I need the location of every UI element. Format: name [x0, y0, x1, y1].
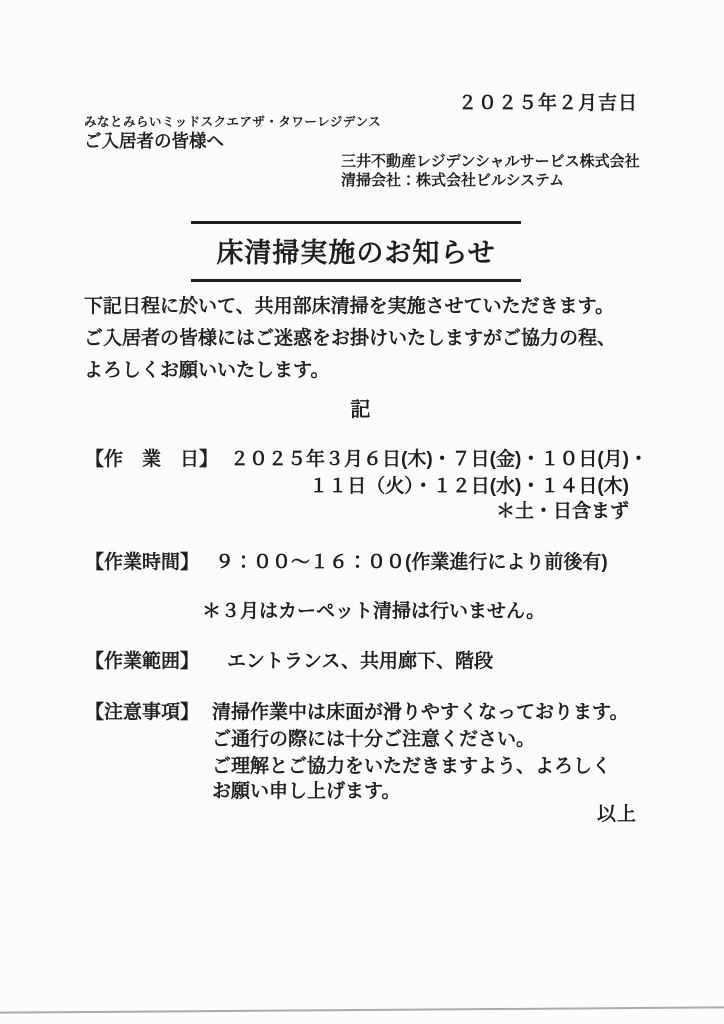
work-time-value: ９：００～１６：００(作業進行により前後有)	[215, 552, 608, 573]
title-rule-bottom	[191, 279, 521, 282]
work-day-label: 【作 業 日】	[85, 449, 219, 470]
work-day-dates-line1: ２０２５年３月６日(木)・７日(金)・１０日(月)・	[230, 449, 648, 470]
carpet-note: ＊３月はカーペット清掃は行いません。	[202, 601, 546, 622]
record-mark: 記	[350, 399, 371, 421]
management-company-name: 三井不動産レジデンシャルサービス株式会社	[341, 153, 640, 170]
scan-edge-line	[0, 1006, 724, 1013]
work-scope-label: 【作業範囲】	[85, 651, 200, 672]
closing-mark: 以上	[596, 804, 637, 825]
cleaning-company-name: 清掃会社：株式会社ビルシステム	[341, 172, 565, 189]
notice-line-4: お願い申し上げます。	[212, 781, 401, 802]
notice-line-2: ご通行の際には十分ご注意ください。	[212, 729, 536, 750]
notice-line-1: 清掃作業中は床面が滑りやすくなっております。	[212, 702, 629, 723]
intro-line-3: よろしくお願いいたします。	[84, 360, 330, 381]
work-scope-row	[85, 646, 493, 673]
intro-line-2: ご入居者の皆様にはご迷惑をお掛けいたしますがご協力の程、	[84, 328, 617, 349]
title-block	[191, 221, 521, 282]
page-title: 床清掃実施のお知らせ	[216, 238, 496, 268]
work-scope-value: エントランス、共用廊下、階段	[227, 651, 494, 672]
work-day-dates-line2: １１日（火）・１２日(水)・１４日(木)	[309, 476, 629, 497]
intro-line-1: 下記日程に於いて、共用部床清掃を実施させていただきます。	[84, 296, 615, 317]
work-day-note: ＊土・日含まず	[495, 501, 629, 522]
building-name: みなとみらいミッドスクエアザ・タワーレジデンス	[84, 115, 382, 129]
work-time-row	[85, 547, 608, 574]
notice-line-3: ご理解とご協力をいただきますよう、よろしく	[212, 756, 612, 777]
work-time-label: 【作業時間】	[85, 552, 200, 573]
work-day-row	[85, 444, 648, 471]
intro-paragraph	[84, 291, 616, 387]
notice-label: 【注意事項】	[85, 702, 200, 723]
recipient-line: ご入居者の皆様へ	[84, 131, 224, 151]
document-date: ２０２５年２月吉日	[457, 93, 638, 114]
